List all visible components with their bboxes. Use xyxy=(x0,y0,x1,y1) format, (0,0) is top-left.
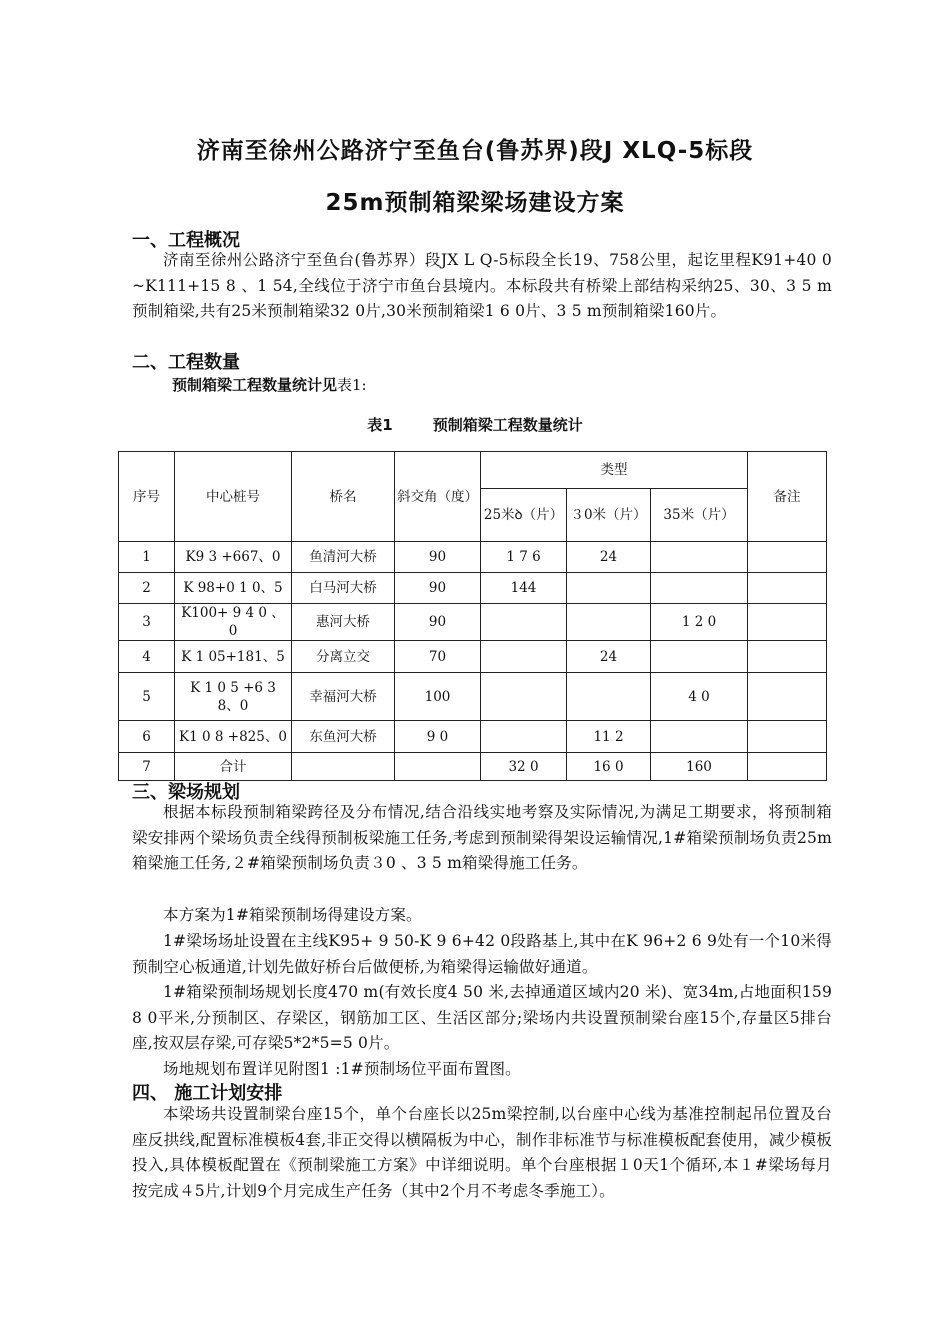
cell-bridge: 白马河大桥 xyxy=(292,573,395,604)
cell-bridge: 东鱼河大桥 xyxy=(292,721,395,753)
section4-paragraph: 本梁场共设置制梁台座15个，单个台座长以25m梁控制,以台座中心线为基准控制起吊位置及台座反拱线,配置标准模板4套,非正交得以横隔板为中心，制作非标准节与标准模板配套使用，减少模板投入,具体模板配置在《预制梁施工方案》中详细说明。单个台座根据１0天1个循环,本１#梁场每月按完成４5片,计划9个月完成生产任务（其中2个月不考虑冬季施工）。 xyxy=(132,1105,832,1200)
cell-note xyxy=(748,604,827,641)
cell-25m: 32 0 xyxy=(481,753,567,781)
cell-35m xyxy=(651,721,748,753)
cell-seq: 7 xyxy=(119,753,175,781)
cell-angle: 9 0 xyxy=(395,721,481,753)
cell-seq: 6 xyxy=(119,721,175,753)
section3-paragraph-3: 1#梁场场址设置在主线K95+ 9 50-K 9 6+42 0段路基上,其中在K 96+2 6 9处有一个10米得预制空心板通道,计划先做好桥台后做便桥,为箱梁得运输做好通道。 xyxy=(132,932,832,976)
header-35m: 35米（片） xyxy=(651,489,748,542)
header-bridge: 桥名 xyxy=(292,452,395,542)
cell-30m xyxy=(567,604,651,641)
table-row xyxy=(119,542,827,573)
cell-station: K100+ 9 4 0 、0 xyxy=(175,604,292,641)
quantity-table xyxy=(118,451,827,781)
cell-bridge: 鱼清河大桥 xyxy=(292,542,395,573)
table-reference-normal: 表1: xyxy=(337,376,367,394)
header-25m: 25米ꝺ（片） xyxy=(481,489,567,542)
header-type: 类型 xyxy=(481,452,748,489)
cell-35m xyxy=(651,573,748,604)
header-30m: ３0米（片） xyxy=(567,489,651,542)
cell-30m xyxy=(567,673,651,721)
cell-note xyxy=(748,573,827,604)
table-row xyxy=(119,641,827,673)
header-note: 备注 xyxy=(748,452,827,542)
cell-angle: 100 xyxy=(395,673,481,721)
cell-angle: 90 xyxy=(395,573,481,604)
cell-25m: 144 xyxy=(481,573,567,604)
cell-angle: 70 xyxy=(395,641,481,673)
header-station: 中心桩号 xyxy=(175,452,292,542)
table-row xyxy=(119,673,827,721)
section4-heading: 四、 施工计划安排 xyxy=(132,1083,283,1104)
section3-paragraph-5: 场地规划布置详见附图1 :1#预制场位平面布置图。 xyxy=(163,1060,521,1078)
section3-paragraph-1: 根据本标段预制箱梁跨径及分布情况,结合沿线实地考察及实际情况,为满足工期要求，将预制箱梁安排两个梁场负责全线得预制板梁施工任务,考虑到预制梁得架设运输情况,1#箱梁预制场负责25m箱梁施工任务,２#箱梁预制场负责３0 、3 5 m箱梁得施工任务。 xyxy=(132,803,832,873)
table-header-row xyxy=(119,452,827,489)
cell-35m xyxy=(651,641,748,673)
cell-note xyxy=(748,673,827,721)
cell-bridge: 幸福河大桥 xyxy=(292,673,395,721)
cell-station: K9 3 +667、0 xyxy=(175,542,292,573)
table-row xyxy=(119,721,827,753)
cell-station: K1 0 8 +825、0 xyxy=(175,721,292,753)
cell-note xyxy=(748,753,827,781)
cell-30m: 24 xyxy=(567,542,651,573)
section3-heading: 三、梁场规划 xyxy=(132,782,240,803)
table-caption-number: 表1 xyxy=(367,416,393,434)
table-row xyxy=(119,573,827,604)
table-row xyxy=(119,604,827,641)
cell-35m: 1 2 0 xyxy=(651,604,748,641)
cell-angle: 90 xyxy=(395,604,481,641)
cell-30m: 16 0 xyxy=(567,753,651,781)
cell-station: K 98+0 1 0、5 xyxy=(175,573,292,604)
cell-bridge: 惠河大桥 xyxy=(292,604,395,641)
cell-30m xyxy=(567,573,651,604)
cell-bridge xyxy=(292,753,395,781)
cell-note xyxy=(748,721,827,753)
cell-25m xyxy=(481,673,567,721)
cell-station: 合计 xyxy=(175,753,292,781)
section2-heading: 二、工程数量 xyxy=(132,352,240,373)
cell-25m xyxy=(481,641,567,673)
header-angle: 斜交角（度） xyxy=(395,452,481,542)
section1-paragraph: 济南至徐州公路济宁至鱼台(鲁苏界）段JX L Q-5标段全长19、758公里，起讫里程K91+40 0 ~K111+15 8 、1 54,全线位于济宁市鱼台县境内。本标段共有桥梁上部结构采纳25、30、3 5 m预制箱梁,共有25米预制箱梁32 0片,30米预制箱梁1 6 0片、3 5 m预制箱梁160片。 xyxy=(132,251,832,321)
cell-35m: 160 xyxy=(651,753,748,781)
cell-angle xyxy=(395,753,481,781)
cell-bridge: 分离立交 xyxy=(292,641,395,673)
cell-35m xyxy=(651,542,748,573)
cell-seq: 4 xyxy=(119,641,175,673)
table-reference-bold: 预制箱梁工程数量统计见 xyxy=(172,376,338,394)
section3-paragraph-2: 本方案为1#箱梁预制场得建设方案。 xyxy=(163,906,422,924)
section1-heading: 一、工程概况 xyxy=(132,230,240,251)
cell-note xyxy=(748,641,827,673)
cell-25m xyxy=(481,604,567,641)
header-seq: 序号 xyxy=(119,452,175,542)
document-title-line2: 25m预制箱梁梁场建设方案 xyxy=(325,190,625,216)
table-reference xyxy=(172,374,367,395)
table-total-row xyxy=(119,753,827,781)
cell-seq: 1 xyxy=(119,542,175,573)
section3-paragraph-4: 1#箱梁预制场规划长度470 m(有效长度4 50 米,去掉通道区域内20 米)、宽34m,占地面积159 8 0平米,分预制区、存梁区，钢筋加工区、生活区部分;梁场内共设置预制梁台座15个,存量区5排台座,按双层存梁,可存梁5*2*5=5 0片。 xyxy=(132,983,832,1053)
table-caption-title: 预制箱梁工程数量统计 xyxy=(432,416,583,434)
cell-seq: 5 xyxy=(119,673,175,721)
cell-seq: 3 xyxy=(119,604,175,641)
cell-seq: 2 xyxy=(119,573,175,604)
cell-35m: 4 0 xyxy=(651,673,748,721)
cell-30m: 11 2 xyxy=(567,721,651,753)
document-title-line1: 济南至徐州公路济宁至鱼台(鲁苏界)段J XLQ-5标段 xyxy=(196,138,754,164)
table-caption xyxy=(0,414,950,435)
cell-note xyxy=(748,542,827,573)
cell-station: K 1 0 5 +6 3 8、0 xyxy=(175,673,292,721)
cell-30m: 24 xyxy=(567,641,651,673)
cell-25m: 1 7 6 xyxy=(481,542,567,573)
cell-25m xyxy=(481,721,567,753)
cell-station: K 1 05+181、5 xyxy=(175,641,292,673)
cell-angle: 90 xyxy=(395,542,481,573)
